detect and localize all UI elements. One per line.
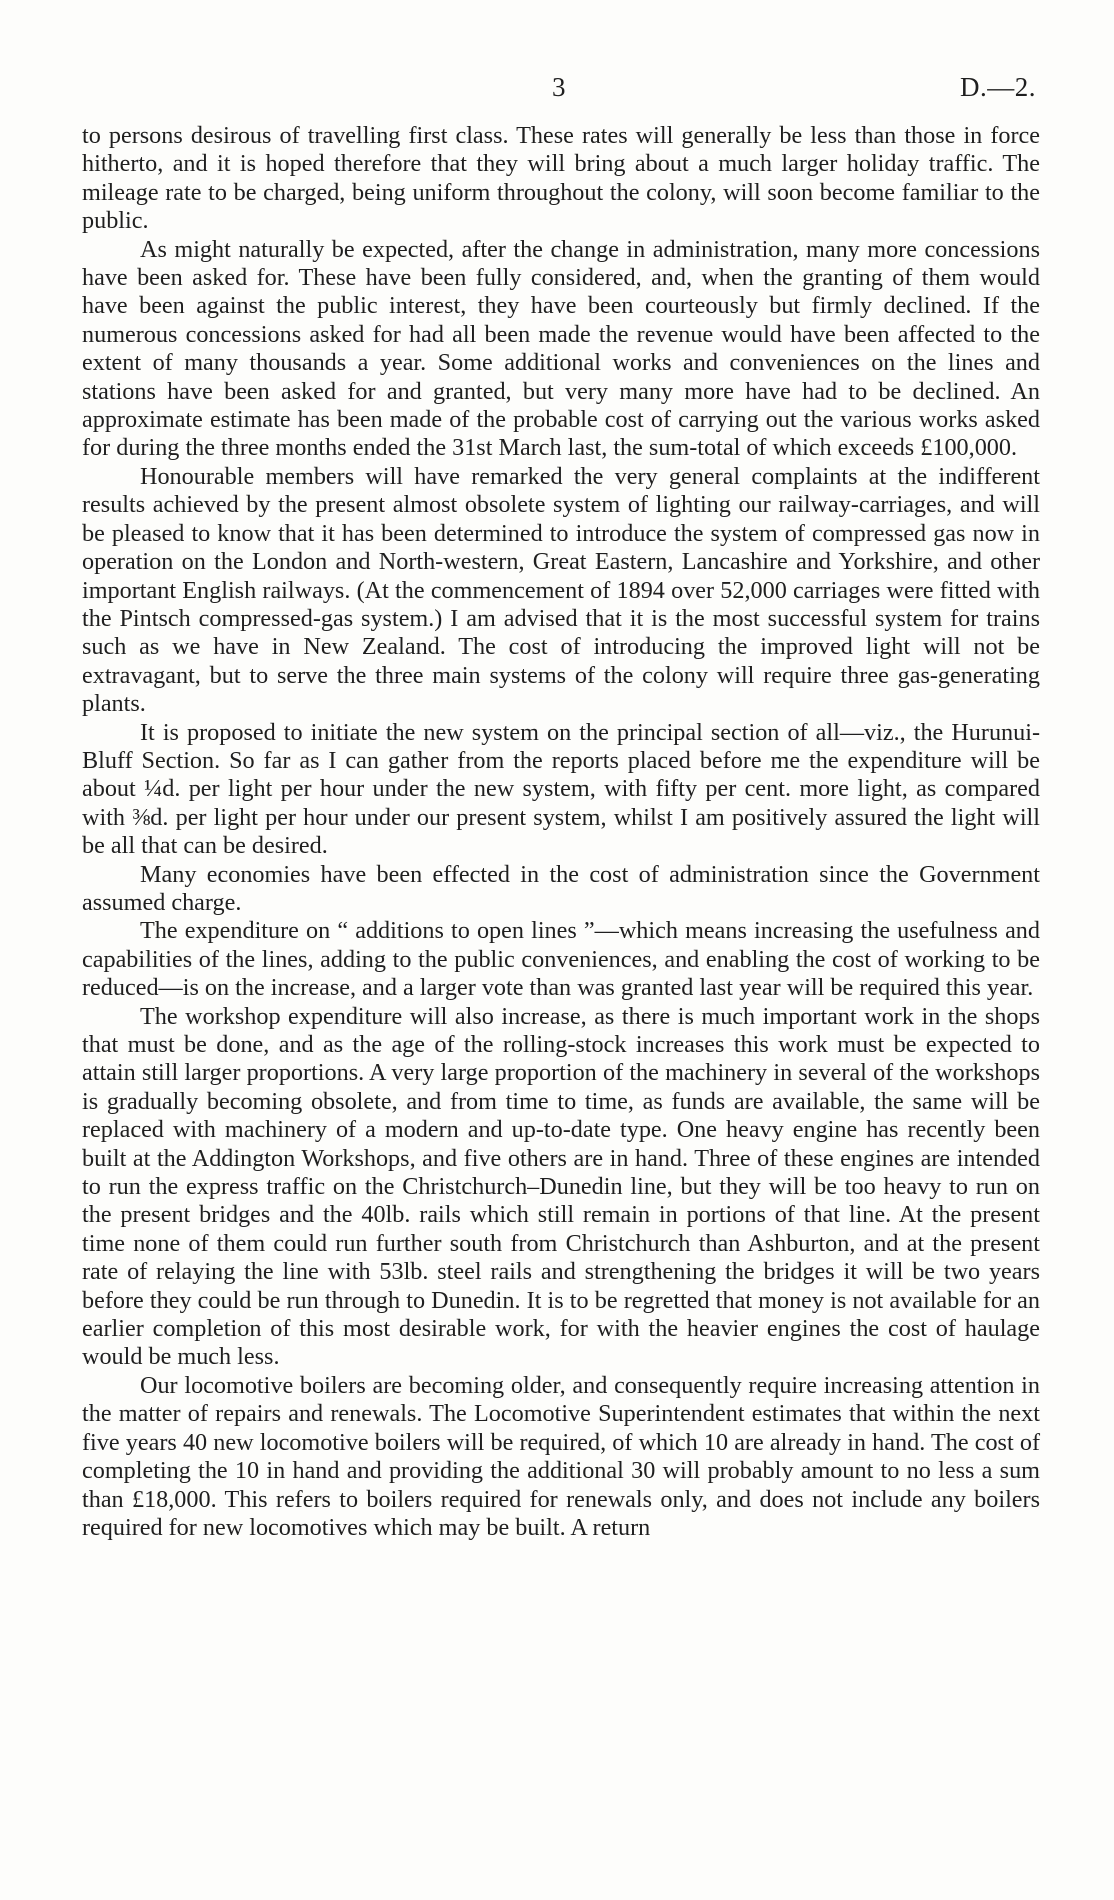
paragraph-workshop-expenditure: The workshop expenditure will also increase, as there is much important work in the shops that must be done, and as the age of the rolling-stock increases this work must be expected to attain still larger proportions. A very large proportion of the machinery in several of the workshops is gradually becoming obsolete, and from time to time, as funds are available, the same will be replaced with machinery of a modern and up-to-date type. One heavy engine has recently been built at the Addington Workshops, and five others are in hand. Three of these engines are intended to run the express traffic on the Christchurch–Dunedin line, but they will be too heavy to run on the present bridges and the 40lb. rails which still remain in portions of that line. At the present time none of them could run further south from Christchurch than Ashburton, and at the present rate of relaying the line with 53lb. steel rails and strengthening the bridges it will be two years before they could be run through to Dunedin. It is to be regretted that money is not available for an earlier completion of this most desirable work, for with the heavier engines the cost of haulage would be much less. [82,1002,1040,1371]
paragraph-concessions: As might naturally be expected, after the change in administration, many more concessions have been asked for. These have been fully considered, and, when the granting of them would have been against the public interest, they have been courteously but firmly declined. If the numerous concessions asked for had all been made the revenue would have been affected to the extent of many thousands a year. Some additional works and conveniences on the lines and stations have been asked for and granted, but very many more have had to be declined. An approximate estimate has been made of the probable cost of carrying out the various works asked for during the three months ended the 31st March last, the sum-total of which exceeds £100,000. [82,235,1040,462]
document-reference: D.—2. [960,72,1036,102]
page-number: 3 [552,72,566,102]
paragraph-continuation-first-class: to persons desirous of travelling first class. These rates will generally be less than those in force hitherto, and it is hoped therefore that they will bring about a much larger holiday traffic. The mileage rate to be charged, being uniform throughout the colony, will soon become familiar to the public. [82,122,1040,235]
body-text [82,122,1040,1542]
paragraph-hurunui-bluff-section: It is proposed to initiate the new system on the principal section of all—viz., the Hurunui-Bluff Section. So far as I can gather from the reports placed before me the expenditure will be about ¼d. per light per hour under the new system, with fifty per cent. more light, as compared with ⅜d. per light per hour under our present system, whilst I am positively assured the light will be all that can be desired. [82,718,1040,860]
page-header [0,72,1114,108]
paragraph-carriage-lighting: Honourable members will have remarked the very general complaints at the indifferent results achieved by the present almost obsolete system of lighting our railway-carriages, and will be pleased to know that it has been determined to introduce the system of compressed gas now in operation on the London and North-western, Great Eastern, Lancashire and Yorkshire, and other important English railways. (At the commencement of 1894 over 52,000 carriages were fitted with the Pintsch compressed-gas system.) I am advised that it is the most successful system for trains such as we have in New Zealand. The cost of introducing the improved light will not be extravagant, but to serve the three main systems of the colony will require three gas-generating plants. [82,462,1040,718]
paragraph-economies: Many economies have been effected in the cost of administration since the Government assumed charge. [82,860,1040,916]
paragraph-additions-to-open-lines: The expenditure on “ additions to open lines ”—which means increasing the usefulness and capabilities of the lines, adding to the public conveniences, and enabling the cost of working to be reduced—is on the increase, and a larger vote than was granted last year will be required this year. [82,917,1040,1002]
paragraph-locomotive-boilers: Our locomotive boilers are becoming older, and consequently require increasing attention in the matter of repairs and renewals. The Locomotive Superintendent estimates that within the next five years 40 new locomotive boilers will be required, of which 10 are already in hand. The cost of completing the 10 in hand and providing the additional 30 will probably amount to no less a sum than £18,000. This refers to boilers required for renewals only, and does not include any boilers required for new locomotives which may be built. A return [82,1371,1040,1541]
